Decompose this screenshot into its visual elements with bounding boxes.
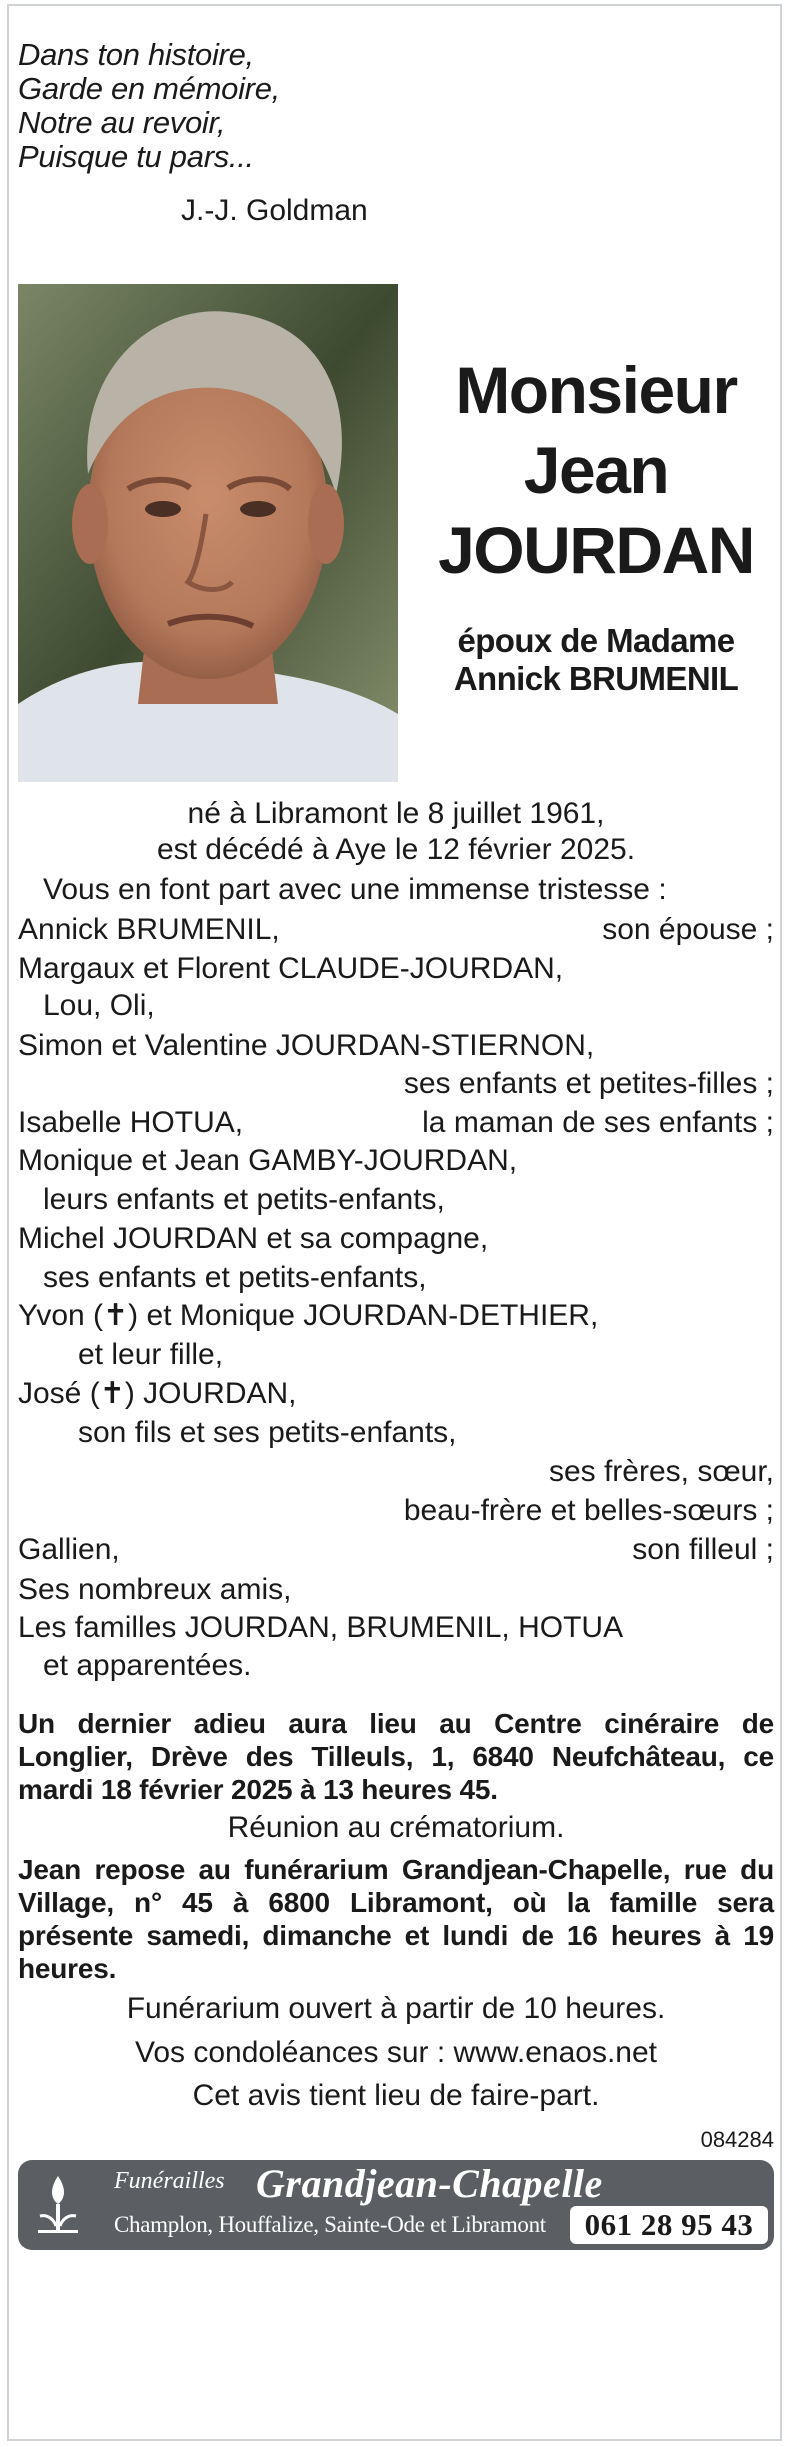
funeral-home-phone: 061 28 95 43 — [570, 2206, 768, 2244]
family-role: son épouse ; — [602, 913, 774, 946]
funerarium-details: Jean repose au funérarium Grandjean-Chapelle, rue du Village, n° 45 à 6800 Libramont, où la famille sera présente samedi, dimanche et lundi de 16 heures à 19 heures. — [18, 1854, 774, 1984]
family-line: et leur fille, — [78, 1338, 224, 1371]
family-line: Simon et Valentine JOURDAN-STIERNON, — [18, 1029, 595, 1062]
title-block — [418, 350, 774, 698]
family-line: Michel JOURDAN et sa compagne, — [18, 1222, 489, 1255]
quote-author: J.-J. Goldman — [181, 194, 368, 227]
family-line: Annick BRUMENIL, — [18, 913, 280, 946]
deceased-last-name: JOURDAN — [438, 513, 754, 587]
funeral-home-locations: Champlon, Houffalize, Sainte-Ode et Libramont — [114, 2212, 546, 2237]
spouse-name: Annick BRUMENIL — [453, 660, 739, 697]
condolences-line: Vos condoléances sur : www.enaos.net — [135, 2036, 657, 2069]
quote-line: Dans ton histoire, — [18, 37, 254, 72]
ceremony-details: Un dernier adieu aura lieu au Centre cinéraire de Longlier, Drève des Tilleuls, 1, 6840 Neufchâteau, ce mardi 18 février 2025 à 13 heures 45. — [18, 1708, 774, 1805]
quote-line: Puisque tu pars... — [18, 139, 254, 174]
family-line: et apparentées. — [43, 1649, 252, 1682]
quote-line: Garde en mémoire, — [18, 71, 280, 106]
family-line: ses enfants et petits-enfants, — [43, 1261, 427, 1294]
birth-line: né à Libramont le 8 juillet 1961, — [187, 797, 605, 830]
family-role: la maman de ses enfants ; — [422, 1106, 774, 1139]
family-line: José (✝) JOURDAN, — [18, 1377, 297, 1410]
poem-quote — [18, 38, 280, 174]
family-line: son fils et ses petits-enfants, — [78, 1416, 457, 1449]
deceased-title: Monsieur — [455, 353, 737, 427]
reference-number: 084284 — [700, 2127, 774, 2152]
funeral-home-name: Grandjean-Chapelle — [256, 2161, 603, 2206]
family-line: Gallien, — [18, 1533, 120, 1566]
portrait-photo — [18, 284, 398, 782]
deceased-first-name: Jean — [523, 433, 669, 507]
family-line: Monique et Jean GAMBY-JOURDAN, — [18, 1144, 518, 1177]
family-role: son filleul ; — [632, 1533, 774, 1566]
family-line: Margaux et Florent CLAUDE-JOURDAN, — [18, 952, 564, 985]
funeral-home-logo-icon — [28, 2170, 88, 2240]
opening-hours: Funérarium ouvert à partir de 10 heures. — [126, 1992, 666, 2025]
family-line: Yvon (✝) et Monique JOURDAN-DETHIER, — [18, 1299, 599, 1332]
family-line: Isabelle HOTUA, — [18, 1106, 244, 1139]
family-role: beau-frère et belles-sœurs ; — [403, 1494, 774, 1527]
death-line: est décédé à Aye le 12 février 2025. — [156, 833, 636, 866]
family-line: Les familles JOURDAN, BRUMENIL, HOTUA — [18, 1611, 624, 1644]
funeral-home-prefix: Funérailles — [114, 2168, 225, 2194]
funeral-home-banner — [18, 2160, 774, 2250]
spouse-info — [418, 622, 774, 698]
family-role: ses frères, sœur, — [548, 1455, 774, 1488]
family-line: leurs enfants et petits-enfants, — [43, 1183, 445, 1216]
reunion-note: Réunion au crématorium. — [227, 1811, 565, 1844]
family-line: Lou, Oli, — [43, 989, 155, 1022]
quote-line: Notre au revoir, — [18, 105, 226, 140]
family-role: ses enfants et petites-filles ; — [403, 1067, 774, 1100]
family-intro: Vous en font part avec une immense tristesse : — [43, 873, 667, 906]
notice-line: Cet avis tient lieu de faire-part. — [192, 2079, 600, 2112]
spouse-line: époux de Madame — [457, 622, 735, 659]
family-line: Ses nombreux amis, — [18, 1573, 292, 1606]
birth-death-info — [18, 796, 774, 868]
